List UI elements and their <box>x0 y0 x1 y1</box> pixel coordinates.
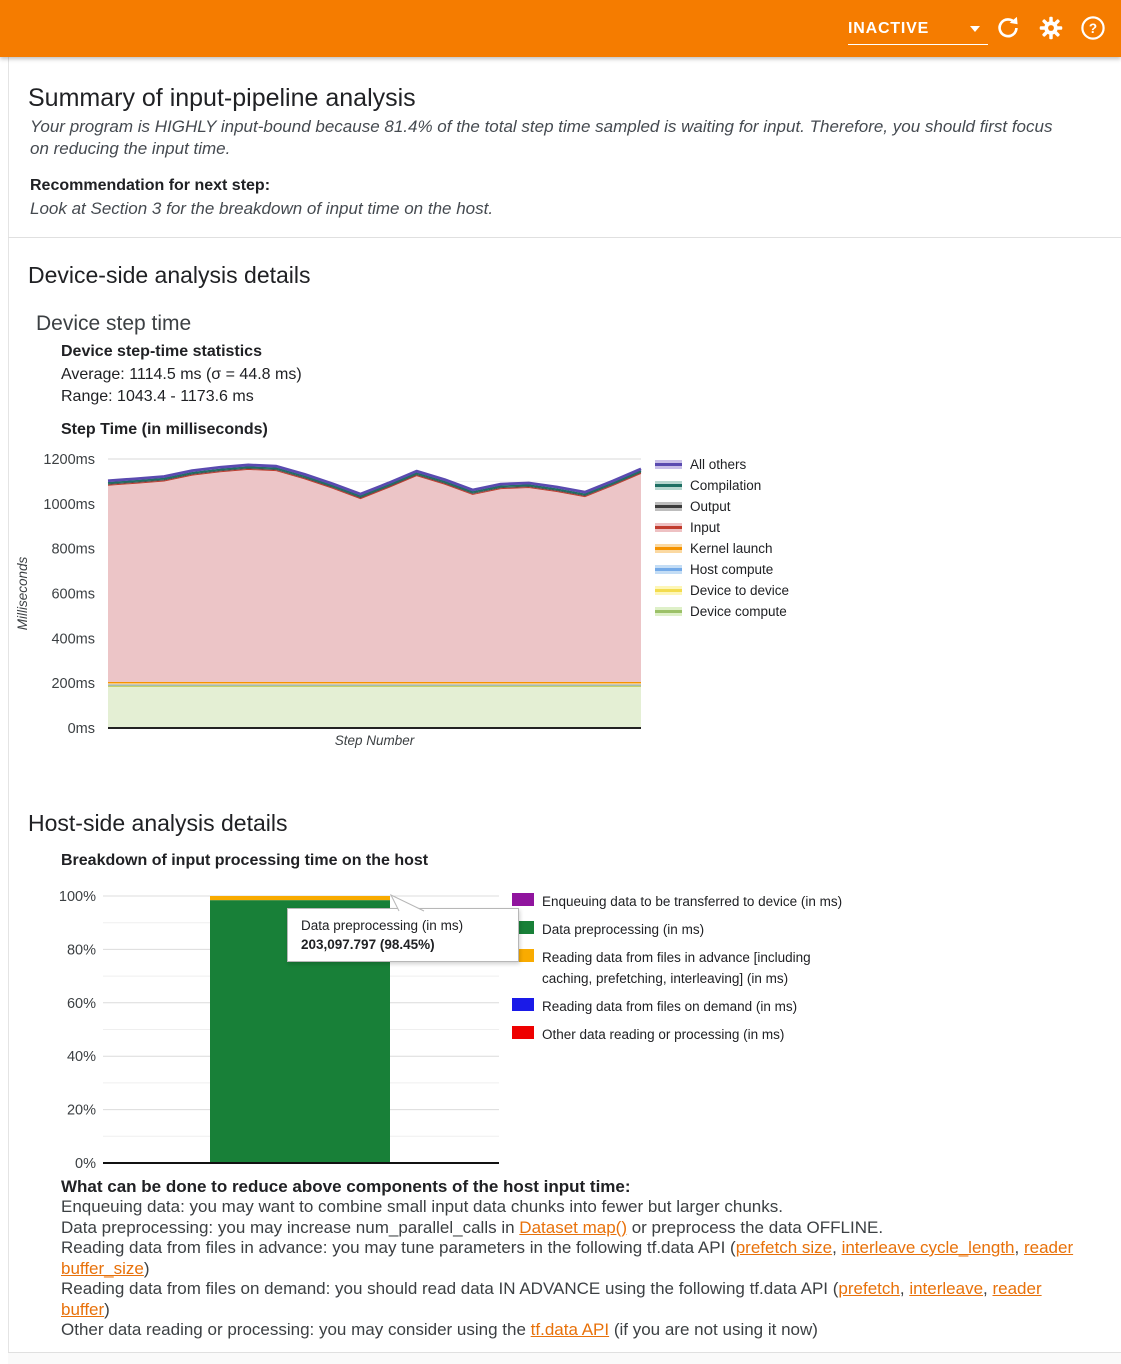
legend-swatch <box>655 565 682 574</box>
host-chart-title: Breakdown of input processing time on the host <box>61 852 429 869</box>
doc-link[interactable]: reader buffer <box>61 1279 1042 1319</box>
legend-label: Output <box>690 499 731 514</box>
legend-item <box>655 601 789 622</box>
svg-text:?: ? <box>1088 21 1098 36</box>
refresh-button[interactable] <box>994 14 1022 42</box>
legend-label: Reading data from files on demand (in ms) <box>542 998 798 1014</box>
legend-item <box>655 538 789 559</box>
section-divider <box>8 237 1121 238</box>
y-tick-label: 60% <box>66 995 96 1012</box>
tooltip-pointer <box>388 894 428 912</box>
recommendation-heading: Recommendation for next step: <box>30 177 271 194</box>
legend-swatch <box>512 998 534 1011</box>
legend-swatch <box>655 586 682 595</box>
status-label: INACTIVE <box>848 20 930 37</box>
legend-item <box>655 580 789 601</box>
device-chart-legend <box>655 454 789 622</box>
tooltip-value: 203,097.797 (98.45%) <box>301 937 435 952</box>
summary-text: Your program is HIGHLY input-bound because 81.4% of the total step time sampled is waiting for input. Therefore, you should first focus on reducing the input time. <box>30 117 1053 158</box>
device-stats-heading: Device step-time statistics <box>61 343 262 360</box>
legend-item <box>655 559 789 580</box>
legend-label: Compilation <box>690 478 762 493</box>
device-step-time-title: Device step time <box>36 312 192 335</box>
legend-item <box>655 454 789 475</box>
legend-swatch <box>512 893 534 906</box>
legend-item <box>512 948 872 989</box>
summary-title: Summary of input-pipeline analysis <box>28 84 416 112</box>
legend-label: Host compute <box>690 562 774 577</box>
recommendation-line: Reading data from files on demand: you should read data IN ADVANCE using the following tf.data API (prefetch, interleave, reader buffer) <box>61 1279 1042 1319</box>
legend-item <box>655 475 789 496</box>
legend-label: Reading data from files in advance [including caching, prefetching, interleaving] (in ms) <box>542 950 811 986</box>
recommendation-line: Data preprocessing: you may increase num_parallel_calls in Dataset map() or preprocess the data OFFLINE. <box>61 1217 884 1237</box>
y-tick-label: 400ms <box>51 631 95 648</box>
y-tick-label: 40% <box>66 1049 96 1066</box>
legend-label: Input <box>690 520 721 535</box>
legend-item <box>655 517 789 538</box>
y-tick-label: 100% <box>58 889 96 905</box>
y-tick-label: 80% <box>66 942 96 959</box>
legend-item <box>655 496 789 517</box>
y-tick-label: 20% <box>66 1102 96 1119</box>
chart-tooltip <box>287 908 519 962</box>
legend-swatch <box>655 523 682 532</box>
y-tick-label: 0% <box>75 1156 96 1172</box>
y-tick-label: 0ms <box>67 721 95 737</box>
legend-swatch <box>655 481 682 490</box>
legend-swatch <box>512 1026 534 1039</box>
doc-link[interactable]: Dataset map() <box>519 1217 627 1237</box>
gear-icon <box>1038 15 1064 41</box>
legend-label: Device compute <box>690 604 787 619</box>
doc-link[interactable]: interleave cycle_length <box>841 1238 1015 1257</box>
page-footer-divider <box>8 1352 1121 1364</box>
recommendation-line: Reading data from files in advance: you may tune parameters in the following tf.data API (prefetch size, interleave cycle_length, reader buffer_size) <box>61 1238 1074 1278</box>
host-recommendations <box>61 1176 1093 1341</box>
legend-item <box>512 997 872 1018</box>
recommendation-line: Enqueuing data: you may want to combine small input data chunks into fewer but larger chunks. <box>61 1197 783 1216</box>
legend-swatch <box>655 544 682 553</box>
x-axis-title: Step Number <box>334 733 415 748</box>
device-stats-range: Range: 1043.4 - 1173.6 ms <box>61 388 254 405</box>
legend-label: Data preprocessing (in ms) <box>542 922 705 937</box>
recommendation-line: Other data reading or processing: you may consider using the tf.data API (if you are not using it now) <box>61 1320 818 1339</box>
doc-link[interactable]: interleave <box>909 1279 984 1298</box>
host-analysis-title: Host-side analysis details <box>28 810 288 836</box>
legend-label: Device to device <box>690 583 790 598</box>
recommendation-text: Look at Section 3 for the breakdown of input time on the host. <box>30 199 494 218</box>
legend-label: Kernel launch <box>690 541 773 556</box>
host-chart-legend <box>512 892 872 1053</box>
app-header <box>0 0 1121 57</box>
device-chart-title: Step Time (in milliseconds) <box>61 421 268 438</box>
recommendations-heading: What can be done to reduce above components of the host input time: <box>61 1177 631 1196</box>
y-tick-label: 200ms <box>51 676 95 693</box>
doc-link[interactable]: prefetch size <box>735 1238 833 1257</box>
y-tick-label: 600ms <box>51 586 95 603</box>
legend-label: Other data reading or processing (in ms) <box>542 1026 785 1042</box>
refresh-icon <box>996 16 1020 40</box>
doc-link[interactable]: tf.data API <box>530 1320 610 1339</box>
legend-swatch <box>655 460 682 469</box>
device-stats-average: Average: 1114.5 ms (σ = 44.8 ms) <box>61 366 302 383</box>
legend-label: Enqueuing data to be transferred to device (in ms) <box>542 894 843 909</box>
settings-button[interactable] <box>1037 14 1065 42</box>
y-axis-title: Milliseconds <box>15 556 30 631</box>
help-button[interactable] <box>1079 14 1107 42</box>
legend-item <box>512 920 872 941</box>
legend-swatch <box>655 502 682 511</box>
device-analysis-title: Device-side analysis details <box>28 262 311 288</box>
legend-item <box>512 892 872 913</box>
tooltip-label: Data preprocessing (in ms) <box>301 918 464 933</box>
help-icon <box>1080 15 1106 41</box>
legend-swatch <box>655 607 682 616</box>
chevron-down-icon <box>970 26 980 32</box>
run-status-dropdown[interactable] <box>848 14 988 45</box>
y-tick-label: 1000ms <box>43 496 95 513</box>
y-tick-label: 1200ms <box>43 452 95 468</box>
doc-link[interactable]: reader buffer_size <box>61 1238 1074 1278</box>
legend-item <box>512 1025 872 1046</box>
legend-label: All others <box>690 457 747 472</box>
y-tick-label: 800ms <box>51 541 95 558</box>
doc-link[interactable]: prefetch <box>838 1279 900 1298</box>
